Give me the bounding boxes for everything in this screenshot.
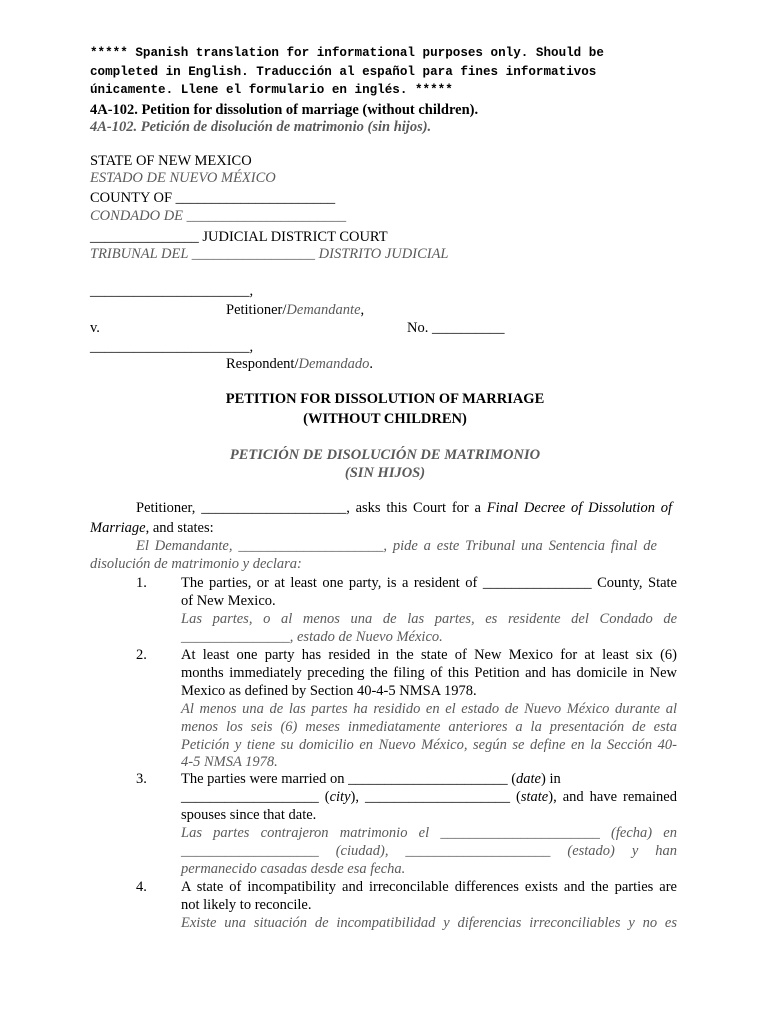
item-number: 2. — [136, 647, 147, 663]
item-2-es-line-1: Al menos una de las partes ha residido en el estado de Nuevo México durante al — [181, 701, 677, 717]
petitioner-name-field[interactable]: ______________________, — [90, 283, 254, 299]
item-2-en-line-3: Mexico as defined by Section 40-4-5 NMSA 1978. — [181, 683, 477, 699]
item-4-es-line-1: Existe una situación de incompatibilidad y diferencias irreconciliables y no es — [181, 915, 677, 931]
county-field-es: CONDADO DE ______________________ — [90, 208, 347, 224]
document-title: PETITION FOR DISSOLUTION OF MARRIAGE — [225, 391, 545, 407]
translation-disclaimer-line-3: únicamente. Llene el formulario en inglés. ***** — [90, 83, 453, 97]
form-title-es: 4A-102. Petición de disolución de matrimonio (sin hijos). — [90, 119, 432, 135]
judicial-district-field-es: TRIBUNAL DEL _________________ DISTRITO JUDICIAL — [90, 246, 449, 262]
item-3-es-line-3: permanecido casadas desde esa fecha. — [181, 861, 406, 877]
item-1-es-line-1: Las partes, o al menos una de las partes, es residente del Condado de — [181, 611, 677, 627]
item-3-en-line-1: The parties were married on ______________________ (date) in — [181, 771, 561, 787]
form-title: 4A-102. Petition for dissolution of marriage (without children). — [90, 102, 479, 118]
document-subtitle-es: (SIN HIJOS) — [344, 465, 426, 481]
versus-label: v. — [90, 320, 100, 336]
item-1-en-line-2: of New Mexico. — [181, 593, 276, 609]
item-number: 3. — [136, 771, 147, 787]
item-2-es-line-2: menos los seis (6) meses inmediatamente anteriores a la presentación de esta — [181, 719, 677, 735]
item-1-es-line-2: _______________, estado de Nuevo México. — [181, 629, 443, 645]
item-3-es-line-2: ___________________ (ciudad), ____________________ (estado) y han — [181, 843, 677, 859]
state-label: STATE OF NEW MEXICO — [90, 153, 252, 169]
item-4-en-line-2: not likely to reconcile. — [181, 897, 312, 913]
intro-es-line-2: disolución de matrimonio y declara: — [90, 556, 302, 572]
petitioner-label-es: Demandante — [286, 302, 361, 318]
item-2-es-line-4: 4-5 NMSA 1978. — [181, 754, 278, 770]
intro-es-line-1: El Demandante, ____________________, pide a este Tribunal una Sentencia final de — [136, 538, 657, 554]
translation-disclaimer-line-2: completed in English. Traducción al español para fines informativos — [90, 65, 597, 79]
case-number-field[interactable]: No. __________ — [407, 320, 505, 336]
state-label-es: ESTADO DE NUEVO MÉXICO — [90, 170, 276, 186]
intro-line-2: Marriage, and states: — [90, 520, 214, 536]
intro-line-1: Petitioner, ____________________, asks this Court for a Final Decree of Dissolution of — [136, 500, 672, 516]
petitioner-label: Petitioner/Demandante, — [226, 302, 365, 318]
item-3-es-line-1: Las partes contrajeron matrimonio el ______________________ (fecha) en — [181, 825, 677, 841]
item-1-en-line-1: The parties, or at least one party, is a resident of _______________ County, State — [181, 575, 677, 591]
judicial-district-field[interactable]: _______________ JUDICIAL DISTRICT COURT — [90, 229, 388, 245]
document-subtitle: (WITHOUT CHILDREN) — [303, 411, 467, 427]
translation-disclaimer-line-1: ***** Spanish translation for informational purposes only. Should be — [90, 46, 604, 60]
respondent-label-es: Demandado — [298, 356, 370, 372]
item-number: 1. — [136, 575, 147, 591]
respondent-label: Respondent/Demandado. — [226, 356, 374, 372]
respondent-name-field[interactable]: ______________________, — [90, 339, 254, 355]
item-2-en-line-2: months immediately preceding the filing of this Petition and has domicile in New — [181, 665, 677, 681]
item-number: 4. — [136, 879, 147, 895]
county-field[interactable]: COUNTY OF ______________________ — [90, 190, 336, 206]
item-3-en-line-2: ___________________ (city), ____________________ (state), and have remained — [181, 789, 677, 805]
document-title-es: PETICIÓN DE DISOLUCIÓN DE MATRIMONIO — [229, 447, 541, 463]
item-2-es-line-3: Petición y tiene su domicilio en Nuevo México, según se define en la Sección 40- — [181, 737, 677, 753]
item-2-en-line-1: At least one party has resided in the state of New Mexico for at least six (6) — [181, 647, 677, 663]
item-4-en-line-1: A state of incompatibility and irreconcilable differences exists and the parties are — [181, 879, 677, 895]
item-3-en-line-3: spouses since that date. — [181, 807, 317, 823]
